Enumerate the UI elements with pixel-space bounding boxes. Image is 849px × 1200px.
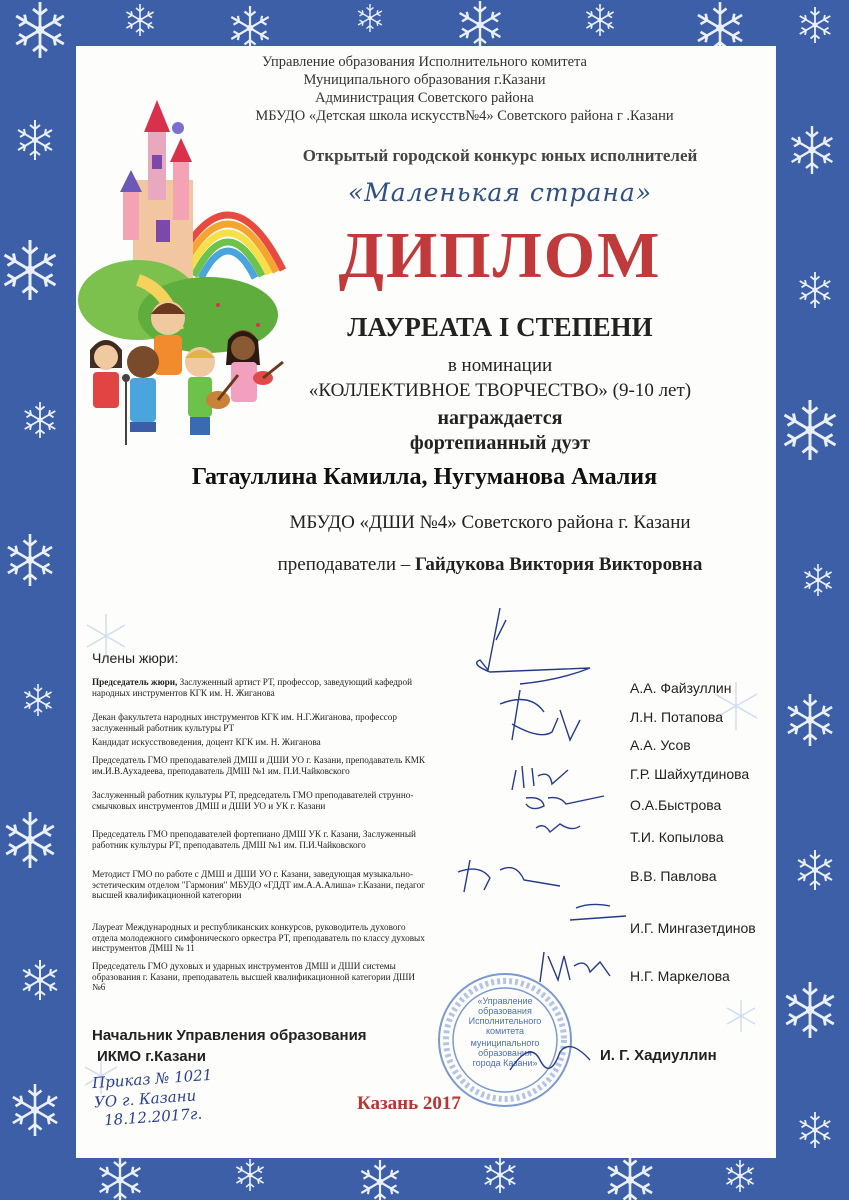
jury-name-6: Т.И. Копылова: [630, 829, 724, 845]
nomination-intro: в номинации: [447, 355, 553, 376]
jury-name-3: А.А. Усов: [630, 737, 691, 753]
header-line-1: Управление образования Исполнительного комитета: [262, 54, 587, 70]
head-name: И. Г. Хадиуллин: [600, 1047, 717, 1064]
jury-role-7: Методист ГМО по работе с ДМШ и ДШИ УО г. Казани, заведующая музыкально-эстетическим отделом "Гармония" МБУДО «ГДДТ им.А.А.Алиша» г.Казани, педагог высшей квалификационной категории: [92, 869, 425, 900]
stamp-line-6: образования: [478, 1048, 532, 1058]
header-line-4: МБУДО «Детская школа искусств№4» Советского района г .Казани: [255, 108, 674, 124]
contest-name: «Маленькая страна»: [347, 178, 653, 207]
header-line-3: Администрация Советского района: [315, 90, 534, 106]
stamp-line-4: комитета: [485, 1026, 525, 1036]
header-line-2: Муниципального образования г.Казани: [303, 72, 546, 88]
stamp-line-3: Исполнительного: [468, 1016, 542, 1026]
stamp-line-5: муниципального: [470, 1038, 540, 1048]
jury-role-3: Кандидат искусствоведения, доцент КГК им. Н. Жиганова: [92, 737, 321, 747]
jury-role-8: Лауреат Международных и республиканских конкурсов, руководитель духового отдела молодежного симфонического оркестра РТ, преподаватель по классу духовых инструментов ДМШ № 11: [92, 922, 425, 953]
jury-name-4: Г.Р. Шайхутдинова: [630, 766, 750, 782]
teacher-name: Гайдукова Виктория Викторовна: [415, 554, 703, 575]
jury-name-1: А.А. Файзуллин: [630, 680, 732, 696]
laureate-degree: ЛАУРЕАТА I СТЕПЕНИ: [347, 312, 653, 342]
school-name: МБУДО «ДШИ №4» Советского района г. Казани: [289, 512, 691, 533]
order-note-line-1: Приказ № 1021: [91, 1065, 213, 1093]
jury-role-6: Председатель ГМО преподавателей фортепиано ДМШ УК г. Казани, Заслуженный работник культуры РТ, преподаватель ДМШ №1 им. П.И.Чайковского: [92, 829, 416, 850]
stamp-line-7: города Казани»: [472, 1058, 538, 1068]
teacher-line: [190, 554, 790, 576]
jury-signatures: [440, 600, 630, 1000]
jury-name-2: Л.Н. Потапова: [630, 709, 723, 725]
awarded-text: награждается: [437, 407, 563, 429]
jury-name-9: Н.Г. Маркелова: [630, 968, 730, 984]
teacher-label: преподаватели –: [277, 554, 411, 575]
jury-chair-label: Председатель жюри,: [92, 677, 178, 687]
jury-role-1: Председатель жюри, Заслуженный артист РТ, профессор, заведующий кафедрой народных инструментов КГК им. Н. Жиганова: [92, 677, 412, 698]
jury-name-5: О.А.Быстрова: [630, 797, 722, 813]
contest-title: Открытый городской конкурс юных исполнителей: [302, 146, 698, 165]
jury-role-4: Председатель ГМО преподавателей ДМШ и ДШИ УО г. Казани, преподаватель КМК им.И.В.Аухадеева, преподаватель ДМШ №1 им. П.И.Чайковского: [92, 755, 426, 776]
city-year: Казань 2017: [357, 1093, 461, 1114]
head-title-line-2: ИКМО г.Казани: [97, 1048, 206, 1065]
stamp-line-1: «Управление: [477, 996, 533, 1006]
order-note-line-2: УО г. Казани: [93, 1086, 197, 1112]
diploma-title: ДИПЛОМ: [338, 219, 662, 292]
ensemble-type: фортепианный дуэт: [409, 432, 591, 454]
jury-name-7: В.В. Павлова: [630, 868, 717, 884]
jury-name-8: И.Г. Мингазетдинов: [630, 920, 756, 936]
jury-role-9: Председатель ГМО духовых и ударных инструментов ДМШ и ДШИ системы образования г. Казани, преподаватель высшей квалификационной категории ДШИ №6: [92, 961, 416, 992]
jury-heading: Члены жюри:: [92, 650, 179, 666]
head-signature: [500, 1030, 600, 1090]
head-title-line-1: Начальник Управления образования: [92, 1027, 367, 1044]
jury-role-5: Заслуженный работник культуры РТ, председатель ГМО преподавателей струнно-смычковых инструментов ДМШ и ДШИ УО и УК г. Казани: [92, 790, 414, 811]
nomination: «КОЛЛЕКТИВНОЕ ТВОРЧЕСТВО» (9-10 лет): [308, 380, 692, 401]
jury-role-2: Декан факультета народных инструментов КГК им. Н.Г.Жиганова, профессор заслуженный работник культуры РТ: [92, 712, 397, 733]
stamp-line-2: образования: [478, 1006, 532, 1016]
participant-names: Гатауллина Камилла, Нугуманова Амалия: [191, 464, 658, 490]
order-note-line-3: 18.12.2017г.: [103, 1104, 203, 1130]
